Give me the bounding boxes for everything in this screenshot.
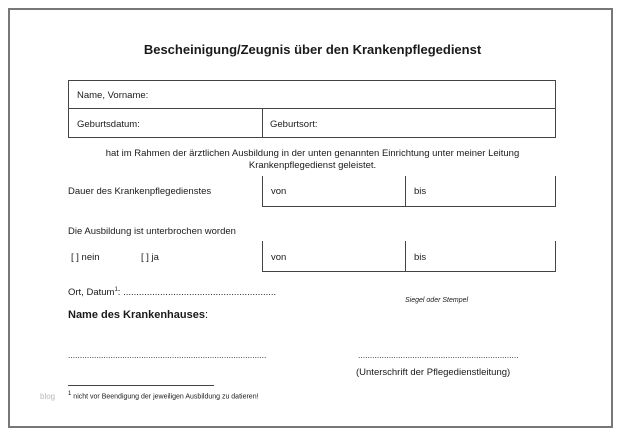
place-date-dots: : ..........................................................	[117, 287, 277, 299]
document-frame	[8, 8, 613, 428]
birthdate-label: Geburtsdatum:	[77, 119, 140, 130]
interrupt-underline	[262, 271, 556, 272]
duration-divider-3	[555, 176, 556, 207]
statement-line-2: Krankenpflegedienst geleistet.	[248, 160, 377, 171]
footnote-marker: 1	[114, 287, 118, 293]
interrupt-from-label: von	[271, 252, 287, 263]
signature-dots-right[interactable]: ....................................................................	[358, 350, 519, 360]
name-label: Name, Vorname:	[77, 90, 149, 101]
birthplace-label: Geburtsort:	[270, 119, 318, 130]
hospital-label: Name des Krankenhauses	[68, 309, 205, 321]
interrupt-to-label: bis	[414, 252, 427, 263]
birthplace-field[interactable]	[263, 109, 555, 137]
interrupt-to-field[interactable]	[406, 242, 554, 271]
signature-dots-left[interactable]: ....................................................................................	[68, 350, 267, 360]
form-title: Bescheinigung/Zeugnis über den Krankenpflegedienst	[143, 42, 482, 57]
footnote-text: nicht vor Beendigung der jeweiligen Ausbildung zu datieren!	[73, 393, 259, 401]
option-yes-checkbox[interactable]: [ ] ja	[141, 252, 159, 263]
duration-underline	[262, 206, 556, 207]
duration-to-field[interactable]	[406, 177, 554, 206]
footnote	[68, 391, 259, 400]
hospital-colon: :	[204, 309, 209, 321]
interrupt-from-field[interactable]	[263, 242, 404, 271]
interrupted-label: Die Ausbildung ist unterbrochen worden	[68, 226, 236, 237]
place-date-line[interactable]	[68, 287, 276, 298]
place-date-label: Ort, Datum	[68, 287, 115, 299]
hospital-line	[68, 309, 208, 321]
duration-to-label: bis	[414, 186, 427, 197]
birthdate-field[interactable]	[68, 109, 262, 137]
seal-label: Siegel oder Stempel	[405, 297, 469, 304]
footnote-rule	[68, 385, 214, 386]
duration-label: Dauer des Krankenpflegedienstes	[68, 186, 212, 197]
duration-from-label: von	[271, 186, 287, 197]
interrupt-divider-3	[555, 241, 556, 272]
statement-line-1: hat im Rahmen der ärztlichen Ausbildung in der unten genannten Einrichtung unter meiner Leitung	[105, 148, 520, 159]
watermark-text: blog	[40, 392, 56, 401]
option-no-checkbox[interactable]: [ ] nein	[71, 252, 100, 263]
signature-label: (Unterschrift der Pflegedienstleitung)	[356, 367, 511, 378]
footnote-number: 1	[68, 391, 72, 397]
duration-from-field[interactable]	[263, 177, 404, 206]
